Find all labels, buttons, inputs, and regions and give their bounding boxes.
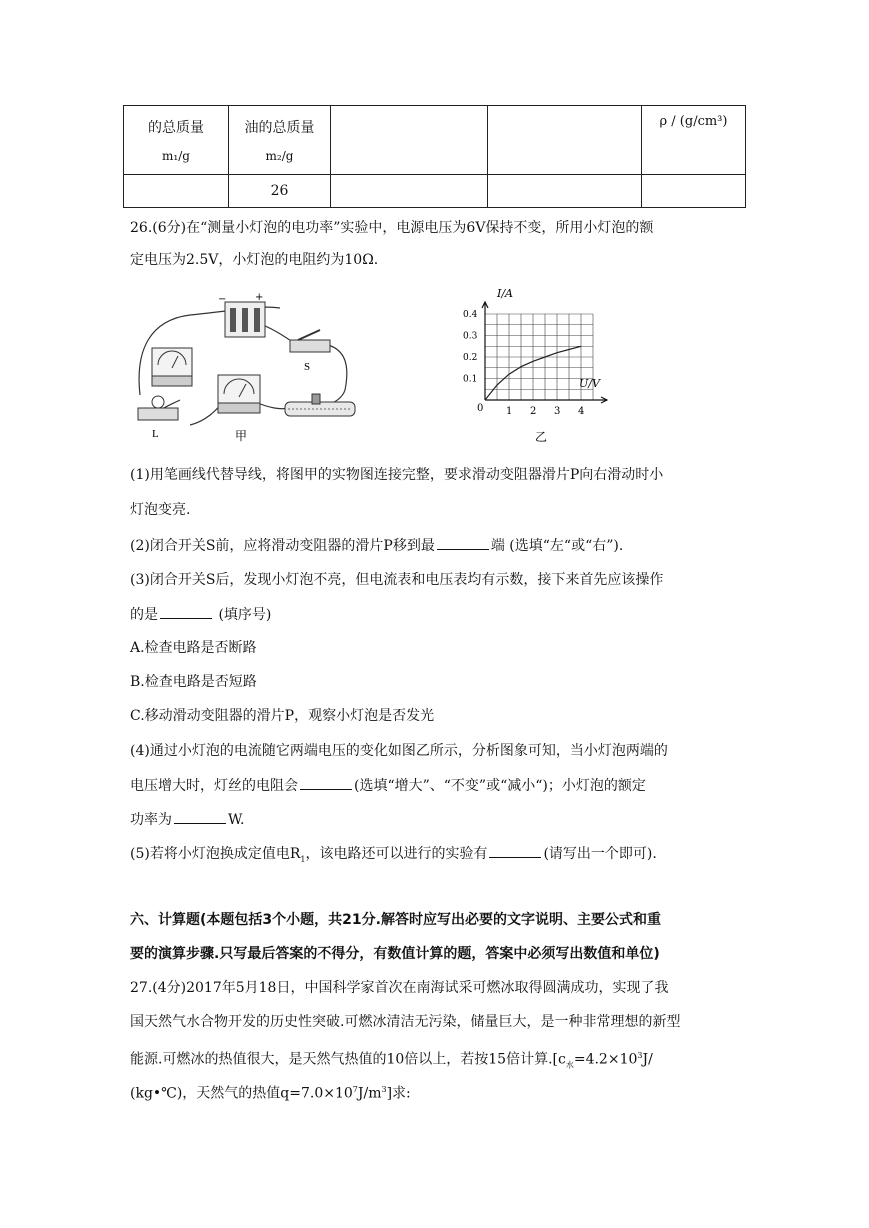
answer-blank[interactable]	[437, 535, 489, 550]
answer-blank[interactable]	[489, 843, 541, 858]
graph-ticks	[463, 310, 584, 417]
option-a: A.检查电路是否断路	[130, 640, 257, 656]
y-axis-label: I/A	[497, 287, 513, 300]
table-row	[124, 175, 746, 208]
x-tick-label: 2	[530, 406, 537, 417]
q27-line-2: 国天然气水合物开发的历史性突破.可燃冰清洁无污染，储量巨大，是一种非常理想的新型	[130, 1014, 681, 1030]
circuit-figure-jia	[130, 290, 390, 450]
option-c: C.移动滑动变阻器的滑片P，观察小灯泡是否发光	[130, 708, 435, 724]
q26-line-1: 26.(6分)在“测量小灯泡的电功率”实验中，电源电压为6V保持不变，所用小灯泡的额	[130, 220, 654, 236]
q26-part-3-line-1: (3)闭合开关S后，发现小灯泡不亮，但电流表和电压表均有示数，接下来首先应该操作	[130, 572, 664, 588]
q26-part-3-line-2: 的是 (填序号)	[130, 604, 271, 625]
figure-yi-label: 乙	[535, 430, 548, 444]
ammeter-icon	[152, 348, 192, 386]
answer-blank[interactable]	[160, 604, 212, 619]
y-tick-label: 0.3	[463, 331, 478, 342]
table-cell: 26	[229, 175, 331, 208]
answer-blank[interactable]	[300, 775, 352, 790]
table-header-cell: 油的总质量 m₂/g	[229, 106, 331, 175]
section-6-heading-line-1: 六、计算题(本题包括3个小题，共21分.解答时应写出必要的文字说明、主要公式和重	[130, 912, 661, 928]
x-tick-label: 4	[578, 406, 585, 417]
answer-blank[interactable]	[174, 809, 226, 824]
iu-graph-yi	[455, 285, 615, 450]
table-cell	[331, 175, 488, 208]
section-6-heading-line-2: 要的演算步骤.只写最后答案的不得分，有数值计算的题，答案中必须写出数值和单位)	[130, 946, 660, 962]
q26-part-1-line-2: 灯泡变亮.	[130, 502, 191, 518]
table-cell	[488, 175, 642, 208]
svg-text:−: −	[218, 294, 227, 305]
switch-label: S	[304, 361, 311, 373]
x-axis-label: U/V	[579, 377, 600, 390]
q26-part-1-line-1: (1)用笔画线代替导线，将图甲的实物图连接完整，要求滑动变阻器滑片P向右滑动时小	[130, 467, 664, 483]
table-cell	[642, 175, 746, 208]
origin-label: 0	[477, 403, 484, 414]
y-tick-label: 0.2	[463, 353, 478, 363]
rheostat-icon	[285, 394, 355, 416]
q26-part-4-line-1: (4)通过小灯泡的电流随它两端电压的变化如图乙所示，分析图象可知，当小灯泡两端的	[130, 743, 668, 759]
battery-icon	[218, 292, 265, 337]
bulb-label: L	[152, 428, 159, 440]
y-tick-label: 0.4	[463, 310, 478, 320]
q27-line-1: 27.(4分)2017年5月18日，中国科学家首次在南海试采可燃冰取得圆满成功，实现了我	[130, 980, 669, 996]
option-b: B.检查电路是否短路	[130, 674, 257, 690]
table-header-row	[124, 106, 746, 175]
q26-part-2: (2)闭合开关S前，应将滑动变阻器的滑片P移到最 端 (选填“左“或“右”).	[130, 535, 623, 556]
density-table	[123, 105, 746, 208]
q26-line-2: 定电压为2.5V，小灯泡的电阻约为10Ω.	[130, 252, 379, 268]
svg-text:+: +	[255, 292, 264, 303]
q26-part-5: (5)若将小灯泡换成定值电$R_1$，该电路还可以进行的实验有 (请写出一个即可).	[130, 843, 657, 870]
q26-part-4-line-2: 电压增大时，灯丝的电阻会 (选填“增大”、“不变”或“减小“)；小灯泡的额定	[130, 775, 646, 796]
voltmeter-icon	[218, 375, 260, 413]
q27-line-4: (kg•℃)，天然气的热值$q=7.0\times 10^7J/m^3$]求:	[130, 1085, 411, 1102]
x-tick-label: 3	[554, 406, 561, 417]
bulb-icon	[138, 396, 178, 440]
table-header-cell: 的总质量 m₁/g	[124, 106, 229, 175]
q26-part-4-line-3: 功率为 W.	[130, 809, 244, 830]
y-tick-label: 0.1	[463, 374, 478, 385]
table-header-cell	[331, 106, 488, 175]
q27-line-3: 能源.可燃冰的热值很大，是天然气热值的10倍以上，若按15倍计算$.[c_水=4.2\times 10^3J/$	[130, 1051, 653, 1070]
figure-jia-label: 甲	[235, 429, 248, 443]
x-tick-label: 1	[506, 406, 513, 417]
table-cell	[124, 175, 229, 208]
switch-icon	[290, 330, 330, 373]
graph-grid	[485, 314, 593, 400]
table-header-cell: ρ / (g/cm³)	[642, 106, 746, 175]
table-header-cell	[488, 106, 642, 175]
